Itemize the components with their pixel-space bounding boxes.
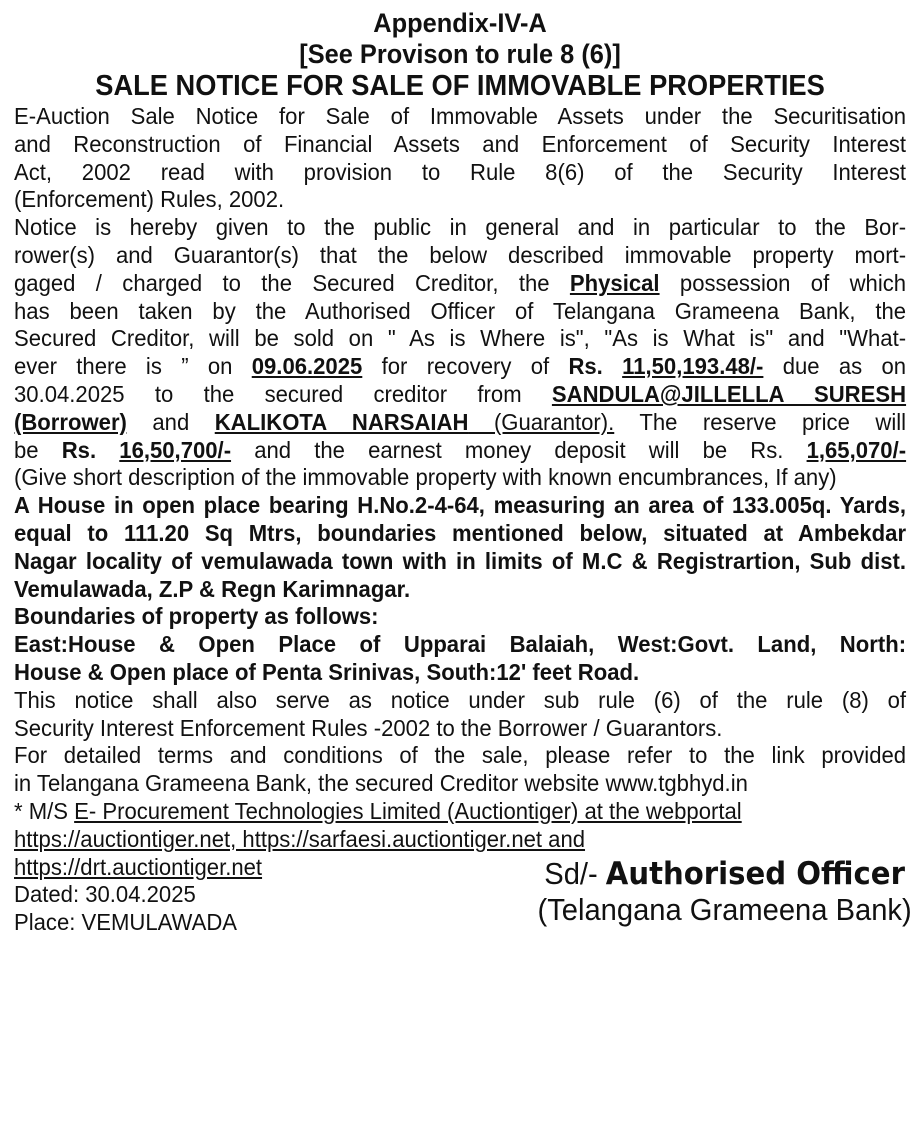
intro-paragraph	[14, 103, 906, 214]
intro-line: and Reconstruction of Financial Assets and Enforcement of Security Interest	[14, 130, 907, 157]
property-line: Nagar locality of vemulawada town with in limits of M.C & Registrartion, Sub dist.	[14, 547, 907, 574]
signature-block	[538, 856, 912, 928]
boundaries-line: House & Open place of Penta Srinivas, South:12' feet Road.	[14, 658, 640, 685]
property-line: equal to 111.20 Sq Mtrs, boundaries mentioned below, situated at Ambekdar	[14, 519, 907, 546]
notice-line: gaged / charged to the Secured Creditor, the Physical possession of which	[14, 269, 907, 296]
closing-line: in Telangana Grameena Bank, the secured Creditor website www.tgbhyd.in	[14, 770, 748, 797]
closing-line: * M/S E- Procurement Technologies Limited (Auctiontiger) at the webportal	[14, 797, 742, 824]
guarantor-role: (Guarantor).	[468, 408, 615, 435]
guarantor-name: KALIKOTA NARSAIAH	[214, 408, 469, 435]
notice-line: Notice is hereby given to the public in general and in particular to the Bor-	[14, 214, 907, 241]
drt-link[interactable]: https://drt.auctiontiger.net	[14, 853, 263, 880]
boundaries-heading: Boundaries of property as follows:	[14, 603, 379, 630]
place: Place: VEMULAWADA	[14, 909, 238, 936]
footer	[14, 853, 912, 937]
dated: Dated: 30.04.2025	[14, 881, 196, 908]
signatory-line: Sd/- Authorised Officer	[544, 855, 905, 892]
emd-amount: 1,65,070/-	[806, 436, 907, 463]
intro-line: Act, 2002 read with provision to Rule 8(6) of the Security Interest	[14, 158, 907, 185]
notice-line: 30.04.2025 to the secured creditor from SANDULA@JILLELLA SURESH	[14, 380, 907, 407]
notice-heading: SALE NOTICE FOR SALE OF IMMOVABLE PROPERTIES	[95, 70, 825, 102]
property-line: Vemulawada, Z.P & Regn Karimnagar.	[14, 575, 411, 602]
notice-paragraph	[14, 214, 906, 492]
closing-paragraph	[14, 687, 906, 854]
signatory-title: Authorised Officer	[605, 855, 905, 892]
notice-line: be Rs. 16,50,700/- and the earnest money deposit will be Rs. 1,65,070/-	[14, 436, 907, 463]
borrower-role: (Borrower)	[14, 408, 127, 435]
intro-line: (Enforcement) Rules, 2002.	[14, 186, 285, 213]
borrower-name: SANDULA@JILLELLA SURESH	[551, 380, 907, 407]
intro-line: E-Auction Sale Notice for Sale of Immovable Assets under the Securitisation	[14, 103, 907, 129]
auction-links[interactable]: https://auctiontiger.net, https://sarfaesi.auctiontiger.net and	[14, 825, 586, 852]
proviso-subtitle: [See Provison to rule 8 (6)]	[299, 39, 621, 69]
sale-notice	[14, 8, 912, 937]
appendix-title: Appendix-IV-A	[373, 8, 547, 38]
dues-amount: 11,50,193.48/-	[622, 353, 764, 380]
closing-line: This notice shall also serve as notice under sub rule (6) of the rule (8) of	[14, 686, 907, 713]
closing-line: Security Interest Enforcement Rules -2002 to the Borrower / Guarantors.	[14, 714, 723, 741]
property-description	[14, 492, 906, 687]
notice-line: (Give short description of the immovable property with known encumbrances, If any)	[14, 464, 837, 491]
notice-line: (Borrower) and KALIKOTA NARSAIAH (Guarantor). The reserve price will	[14, 408, 907, 435]
bank-name: (Telangana Grameena Bank)	[537, 891, 912, 927]
notice-line: Secured Creditor, will be sold on " As is Where is", "As is What is" and "What-	[14, 325, 907, 352]
closing-line: For detailed terms and conditions of the sale, please refer to the link provided	[14, 742, 907, 769]
possession-type: Physical	[569, 269, 660, 296]
notice-line: rower(s) and Guarantor(s) that the below described immovable property mort-	[14, 241, 907, 268]
reserve-price: 16,50,700/-	[119, 436, 232, 463]
eprocurement-link[interactable]: E- Procurement Technologies Limited (Auctiontiger) at the webportal	[74, 797, 742, 824]
property-line: A House in open place bearing H.No.2-4-64, measuring an area of 133.005q. Yards,	[14, 492, 907, 519]
notice-line: has been taken by the Authorised Officer of Telangana Grameena Bank, the	[14, 297, 907, 324]
auction-date: 09.06.2025	[251, 353, 363, 380]
notice-line: ever there is ” on 09.06.2025 for recovery of Rs. 11,50,193.48/- due as on	[14, 353, 907, 380]
boundaries-line: East:House & Open Place of Upparai Balaiah, West:Govt. Land, North:	[14, 631, 907, 658]
